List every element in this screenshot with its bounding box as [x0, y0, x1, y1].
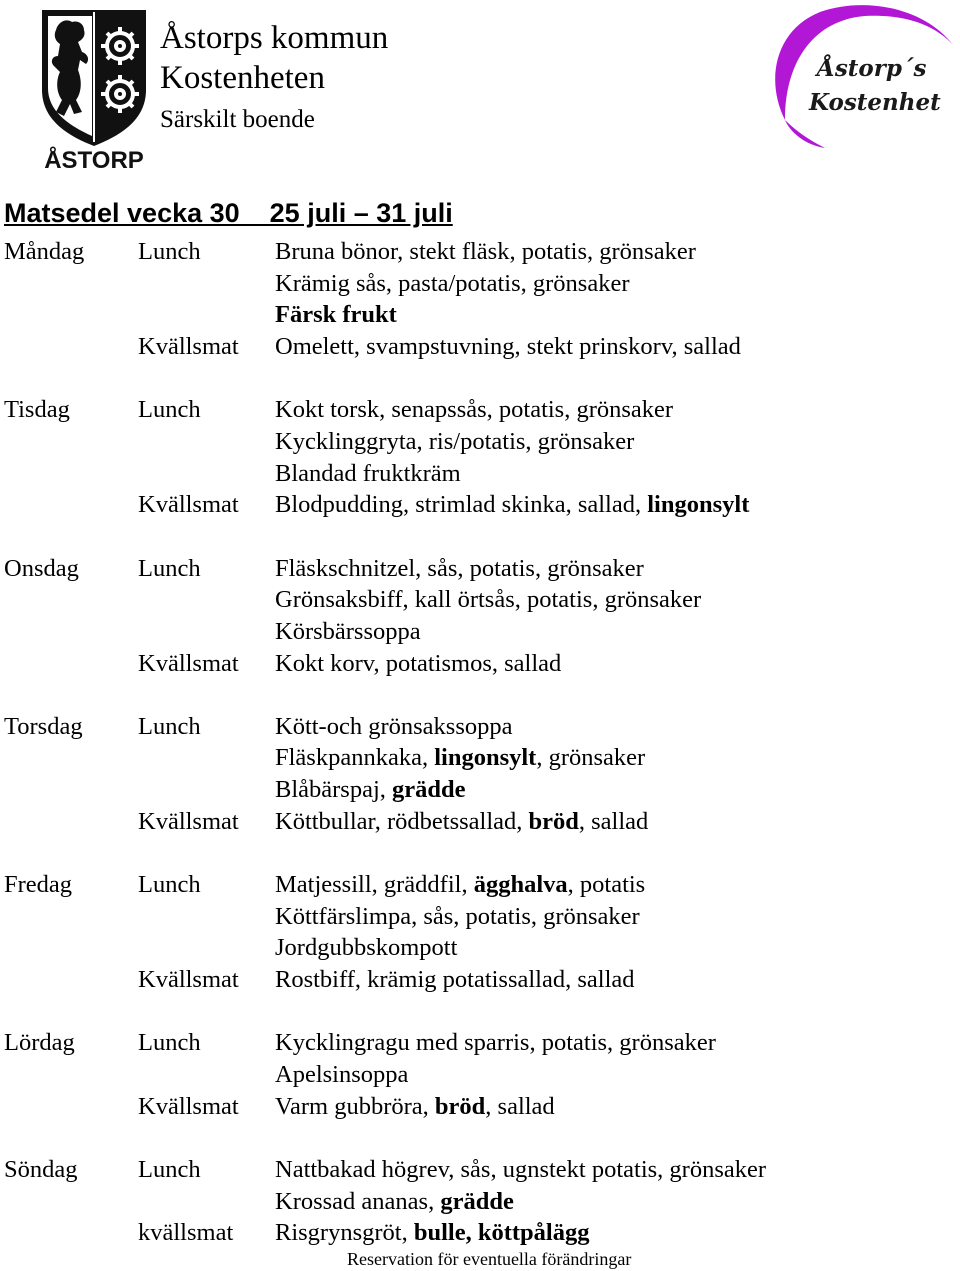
org-line-1: Åstorps kommun — [160, 20, 389, 56]
menu-line — [0, 648, 960, 680]
day-name: Söndag — [4, 1155, 78, 1183]
dish-segment: Kycklinggryta, ris/potatis, grönsaker — [275, 427, 635, 455]
dish-text — [275, 268, 629, 300]
dish-highlight: lingonsylt — [647, 491, 750, 519]
dish-segment: Krämig sås, pasta/potatis, grönsaker — [275, 269, 630, 297]
dish-segment: , sallad — [578, 807, 649, 835]
footer-note: Reservation för eventuella förändringar — [347, 1249, 632, 1269]
weekly-menu — [0, 236, 960, 1249]
astorp-crest-logo — [36, 8, 152, 174]
dish-text — [275, 1154, 766, 1186]
dish-text — [275, 299, 397, 331]
dish-text — [275, 584, 701, 616]
day-separator — [0, 679, 960, 711]
meal-label: Kvällsmat — [138, 807, 239, 835]
menu-line — [0, 901, 960, 933]
menu-line — [0, 616, 960, 648]
meal-label: Lunch — [138, 1029, 201, 1057]
dish-text — [275, 426, 634, 458]
dish-segment: Kokt korv, potatismos, sallad — [275, 649, 562, 677]
dish-segment: Fläskschnitzel, sås, potatis, grönsaker — [275, 554, 644, 582]
menu-line — [0, 806, 960, 838]
dish-text — [275, 331, 741, 363]
dish-highlight: bulle, köttpålägg — [413, 1219, 590, 1247]
dish-text — [275, 1027, 716, 1059]
dish-segment: Kött-och grönsakssoppa — [275, 712, 513, 740]
menu-line — [0, 394, 960, 426]
dish-segment: Köttbullar, rödbetssallad, — [275, 807, 529, 835]
day-separator — [0, 363, 960, 395]
dish-text — [275, 616, 421, 648]
dish-text — [275, 932, 457, 964]
dish-text — [275, 1091, 555, 1123]
day-name: Lördag — [4, 1029, 75, 1057]
menu-title: Matsedel vecka 30 25 juli – 31 juli — [4, 198, 453, 228]
dish-text — [275, 236, 696, 268]
dish-segment: Varm gubbröra, — [275, 1092, 435, 1120]
kostenhet-logo — [765, 0, 960, 150]
day-separator — [0, 521, 960, 553]
dish-segment: Omelett, svampstuvning, stekt prinskorv, sallad — [275, 333, 741, 361]
menu-line — [0, 1027, 960, 1059]
menu-line — [0, 964, 960, 996]
dish-segment: Kokt torsk, senapssås, potatis, grönsaker — [275, 396, 674, 424]
menu-line — [0, 584, 960, 616]
menu-line — [0, 1154, 960, 1186]
meal-label: Lunch — [138, 554, 201, 582]
day-separator — [0, 1122, 960, 1154]
dish-segment: , sallad — [485, 1092, 555, 1120]
menu-line — [0, 268, 960, 300]
dish-text — [275, 742, 645, 774]
dish-text — [275, 774, 466, 806]
logo-text-line-1: Åstorp´s — [817, 55, 927, 82]
dish-segment: , potatis — [567, 871, 646, 898]
meal-label: Lunch — [138, 1155, 201, 1183]
day-name: Måndag — [4, 238, 85, 265]
logo-text-line-2: Kostenhet — [809, 89, 941, 116]
dish-highlight: lingonsylt — [434, 744, 537, 772]
dish-text — [275, 1186, 514, 1218]
dish-text — [275, 553, 644, 585]
dish-highlight: Färsk frukt — [275, 301, 397, 329]
meal-label: Lunch — [138, 396, 201, 424]
dish-segment: Bruna bönor, stekt fläsk, potatis, grönsaker — [275, 238, 696, 265]
organization-name — [160, 18, 388, 140]
meal-label: Lunch — [138, 712, 201, 740]
day-separator — [0, 838, 960, 870]
dish-highlight: ägghalva — [473, 871, 568, 898]
dish-segment: Fläskpannkaka, — [275, 744, 435, 772]
dish-segment: Rostbiff, krämig potatissallad, sallad — [275, 966, 635, 994]
menu-line — [0, 236, 960, 268]
dish-highlight: grädde — [392, 776, 466, 804]
dish-highlight: bröd — [528, 807, 579, 835]
menu-line — [0, 742, 960, 774]
dish-highlight: bröd — [434, 1092, 486, 1120]
menu-line — [0, 299, 960, 331]
dish-text — [275, 869, 645, 901]
menu-line — [0, 1091, 960, 1123]
menu-line — [0, 458, 960, 490]
menu-line — [0, 426, 960, 458]
dish-segment: Matjessill, gräddfil, — [275, 871, 474, 898]
menu-line — [0, 1059, 960, 1091]
menu-line — [0, 774, 960, 806]
dish-segment: Kycklingragu med sparris, potatis, grönsaker — [275, 1029, 716, 1057]
page-header — [0, 0, 960, 185]
dish-segment: Grönsaksbiff, kall örtsås, potatis, grönsaker — [275, 586, 702, 614]
day-name: Onsdag — [4, 554, 79, 582]
day-name: Fredag — [4, 871, 73, 898]
menu-line — [0, 869, 960, 901]
dish-text — [275, 489, 749, 521]
menu-line — [0, 1217, 960, 1249]
meal-label: Kvällsmat — [138, 649, 239, 677]
dish-highlight: grädde — [440, 1187, 514, 1215]
menu-line — [0, 489, 960, 521]
org-line-2: Kostenheten — [160, 60, 325, 96]
org-line-3: Särskilt boende — [160, 106, 315, 133]
menu-line — [0, 932, 960, 964]
meal-label: kvällsmat — [138, 1219, 234, 1247]
dish-text — [275, 1059, 408, 1091]
menu-line — [0, 331, 960, 363]
dish-text — [275, 964, 635, 996]
menu-line — [0, 711, 960, 743]
day-separator — [0, 996, 960, 1028]
dish-segment: Apelsinsoppa — [275, 1060, 409, 1088]
dish-segment: Krossad ananas, — [275, 1187, 441, 1215]
meal-label: Kvällsmat — [138, 966, 239, 994]
dish-segment: Nattbakad högrev, sås, ugnstekt potatis, grönsaker — [275, 1155, 767, 1183]
dish-segment: Blandad fruktkräm — [275, 459, 461, 487]
dish-segment: , grönsaker — [536, 744, 646, 772]
meal-label: Lunch — [138, 238, 201, 265]
dish-segment: Köttfärslimpa, sås, potatis, grönsaker — [275, 902, 640, 930]
dish-text — [275, 458, 461, 490]
meal-label: Kvällsmat — [138, 1092, 239, 1120]
dish-segment: Körsbärssoppa — [275, 617, 421, 645]
meal-label: Lunch — [138, 871, 201, 898]
menu-line — [0, 553, 960, 585]
dish-text — [275, 711, 512, 743]
menu-line — [0, 1186, 960, 1218]
meal-label: Kvällsmat — [138, 491, 239, 519]
dish-segment: Jordgubbskompott — [275, 934, 458, 962]
meal-label: Kvällsmat — [138, 333, 239, 361]
dish-segment: Blåbärspaj, — [275, 776, 393, 804]
dish-text — [275, 806, 648, 838]
dish-segment: Blodpudding, strimlad skinka, sallad, — [275, 491, 648, 519]
dish-text — [275, 1217, 589, 1249]
day-name: Torsdag — [4, 712, 83, 740]
dish-segment: Risgrynsgröt, — [275, 1219, 414, 1247]
crest-name-text: ÅSTORP — [44, 147, 144, 174]
dish-text — [275, 394, 673, 426]
day-name: Tisdag — [4, 396, 70, 424]
dish-text — [275, 901, 640, 933]
dish-text — [275, 648, 561, 680]
